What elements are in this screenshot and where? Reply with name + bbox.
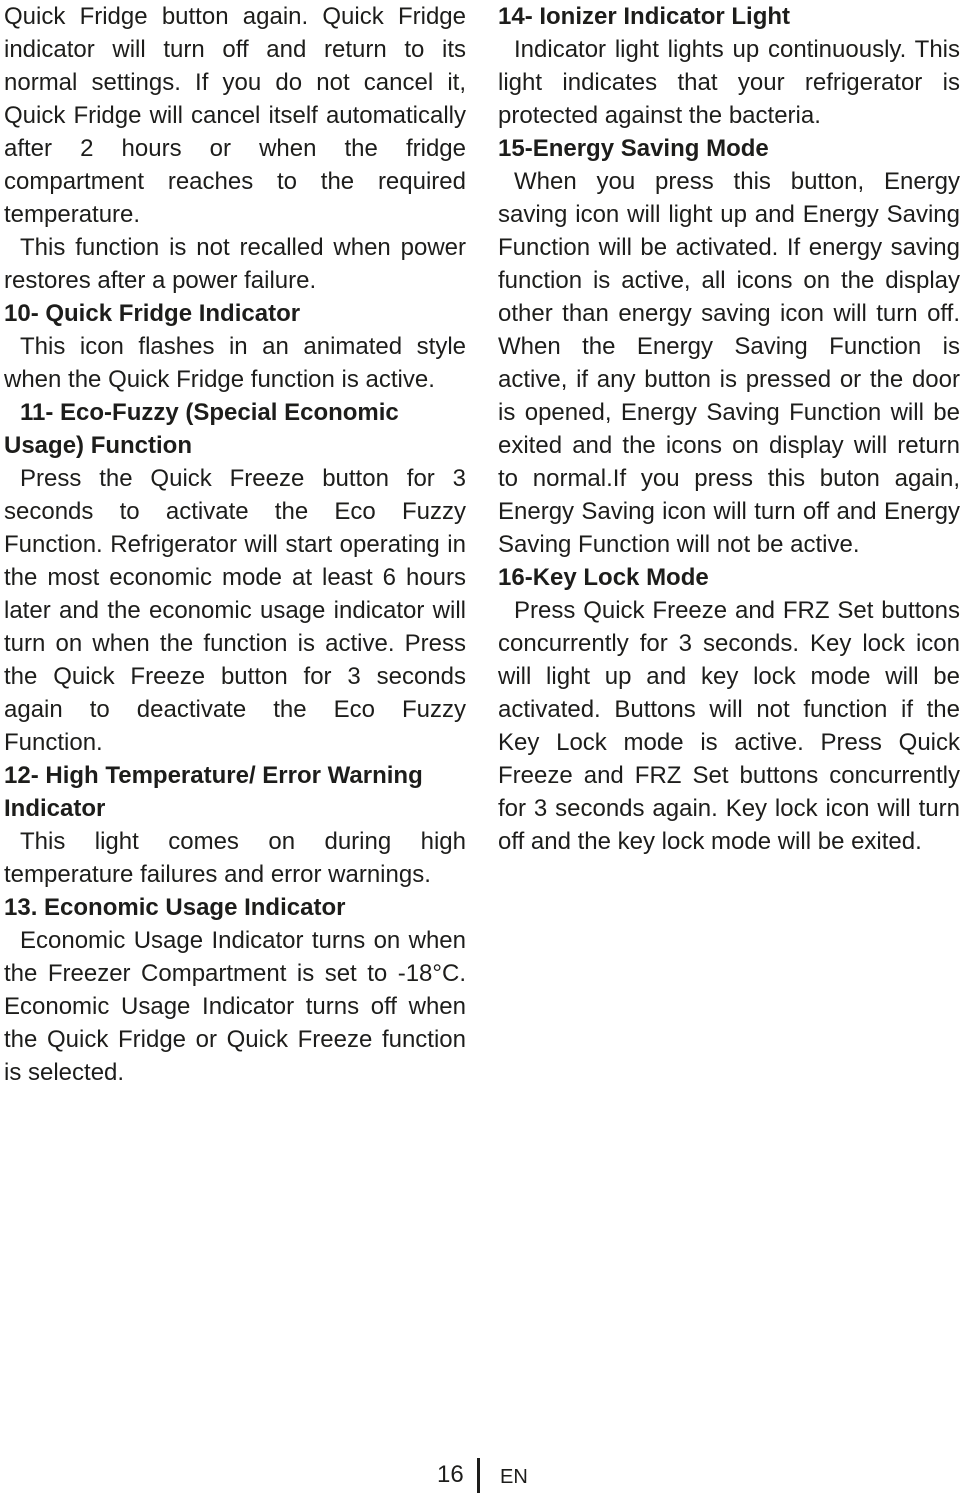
page-footer <box>0 1458 960 1498</box>
right-column <box>498 0 960 858</box>
intro-note: This function is not recalled when power restores after a power failure. <box>4 234 466 294</box>
section-15-body: When you press this button, Energy saving icon will light up and Energy Saving Function will be activated. If energy saving function is active, all icons on the display other than energy saving icon will turn off. When the Energy Saving Function is active, if any button is pressed or the door is opened, Energy Saving Function will be exited and the icons on display will return to normal.If you press this buton again, Energy Saving icon will turn off and Energy Saving Function will not be active. <box>498 168 960 558</box>
section-10-heading: 10- Quick Fridge Indicator <box>4 300 301 327</box>
language-code: EN <box>500 1466 528 1488</box>
section-13-body: Economic Usage Indicator turns on when the Freezer Compartment is set to -18°C. Economic Usage Indicator turns off when the Quick Fridge or Quick Freeze function is selected. <box>4 927 466 1086</box>
section-12-body: This light comes on during high temperature failures and error warnings. <box>4 828 466 888</box>
section-12-heading: 12- High Temperature/ Error Warning Indicator <box>4 762 423 822</box>
left-column <box>4 0 466 1089</box>
section-16-body: Press Quick Freeze and FRZ Set buttons concurrently for 3 seconds. Key lock icon will light up and key lock mode will be activated. Buttons will not function if the Key Lock mode is active. Press Quick Freeze and FRZ Set buttons concurrently for 3 seconds again. Key lock icon will turn off and the key lock mode will be exited. <box>498 597 960 855</box>
section-16-heading: 16-Key Lock Mode <box>498 564 709 591</box>
section-13-heading: 13. Economic Usage Indicator <box>4 894 346 921</box>
page-number: 16 <box>437 1461 464 1488</box>
section-14-body: Indicator light lights up continuously. This light indicates that your refrigerator is protected against the bacteria. <box>498 36 960 129</box>
section-15-heading: 15-Energy Saving Mode <box>498 135 769 162</box>
intro-paragraph: Quick Fridge button again. Quick Fridge indicator will turn off and return to its normal settings. If you do not cancel it, Quick Fridge will cancel itself automatically after 2 hours or when the fridge compartment reaches to the required temperature. <box>4 3 466 228</box>
section-11-body: Press the Quick Freeze button for 3 seconds to activate the Eco Fuzzy Function. Refrigerator will start operating in the most economic mode at least 6 hours later and the economic usage indicator will turn on when the function is active. Press the Quick Freeze button for 3 seconds again to deactivate the Eco Fuzzy Function. <box>4 465 466 756</box>
section-11-heading: 11- Eco-Fuzzy (Special Economic Usage) Function <box>4 399 399 459</box>
section-10-body: This icon flashes in an animated style when the Quick Fridge function is active. <box>4 333 466 393</box>
section-14-heading: 14- Ionizer Indicator Light <box>498 3 791 30</box>
footer-divider <box>477 1458 480 1493</box>
